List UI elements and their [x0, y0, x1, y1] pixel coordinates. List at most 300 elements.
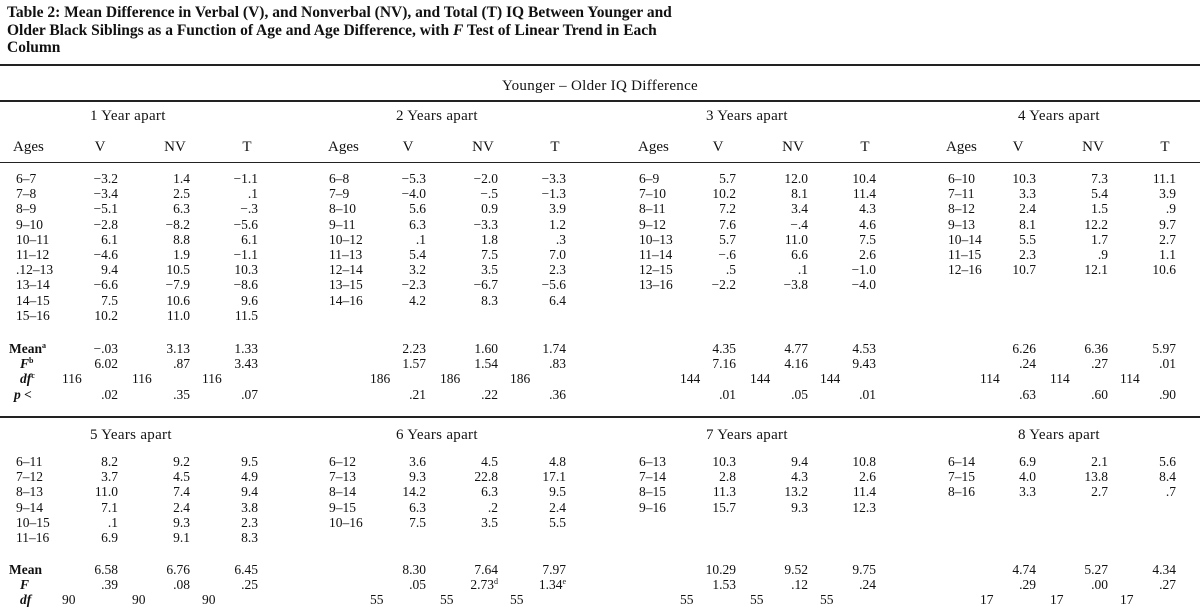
cell-v: .5	[725, 262, 736, 278]
row-ages: 6–8	[329, 171, 350, 186]
stat-value-text: 116	[132, 371, 152, 387]
cell-t: −1.0	[851, 262, 876, 278]
stat-f-value	[378, 577, 426, 592]
cell-v: 2.3	[1019, 247, 1036, 262]
cell-nv: 22.8	[474, 469, 498, 485]
cell-t: 4.6	[859, 216, 876, 232]
stat-value-text: .90	[1159, 386, 1176, 402]
cell-v: 9.4	[101, 262, 118, 278]
stat-value-text: 1.57	[402, 356, 426, 372]
cell-v: 14.2	[402, 484, 426, 500]
cell-v: 10.3	[1012, 171, 1036, 186]
cell-t: −4.0	[851, 277, 876, 293]
panel-title: 1 Year apart	[90, 108, 166, 124]
stat-value-text: 186	[510, 371, 531, 387]
stat-label-text: F	[20, 356, 30, 372]
cell-v: 11.0	[94, 484, 118, 500]
cell-nv: −3.3	[473, 216, 498, 232]
cell-v: 3.3	[1019, 186, 1036, 202]
col-header-ages: Ages	[638, 139, 669, 155]
stat-value-text: 55	[370, 592, 384, 608]
cell-t: 1.2	[549, 216, 566, 232]
cell-t: −1.1	[233, 171, 258, 186]
cell-nv: 0.9	[481, 201, 498, 217]
row-ages: 10–15	[16, 514, 50, 530]
cell-nv: 11.0	[784, 231, 808, 247]
col-header-v: V	[402, 139, 414, 155]
stat-value-text: 6.76	[166, 562, 190, 577]
cell-nv: .1	[797, 262, 808, 278]
row-ages: 12–14	[329, 262, 363, 278]
stat-value-text: 3.43	[234, 356, 258, 372]
stat-value-text: 116	[62, 371, 82, 387]
stat-value-text: 55	[750, 592, 764, 608]
cell-nv: 1.5	[1091, 201, 1108, 217]
stat-label-text: df	[20, 371, 32, 387]
cell-v: −5.1	[93, 201, 118, 217]
stat-label-p	[14, 387, 32, 402]
cell-t: .9	[1165, 201, 1176, 217]
cell-t: 6.4	[549, 292, 566, 308]
stat-mean-value	[1128, 341, 1176, 356]
cell-nv: 9.2	[173, 454, 190, 469]
stat-mean-value	[828, 562, 876, 577]
cell-t: 9.7	[1159, 216, 1176, 232]
cell-v: −2.8	[93, 216, 118, 232]
stat-mean-value	[448, 562, 498, 577]
stat-label-text: df	[20, 592, 32, 608]
stat-value-text: 7.16	[712, 356, 736, 372]
row-ages: .12–13	[16, 262, 54, 278]
stat-df-value	[1120, 371, 1140, 386]
stat-p-value	[70, 387, 118, 402]
header-rule	[0, 162, 1200, 163]
row-ages: 6–14	[948, 454, 975, 469]
cell-nv: 13.2	[784, 484, 808, 500]
cell-v: 7.5	[101, 292, 118, 308]
cell-t: .3	[555, 231, 566, 247]
row-ages: 8–15	[639, 484, 666, 500]
stat-f-value	[758, 577, 808, 592]
stat-value-text: .21	[409, 386, 426, 402]
cell-nv: 10.6	[166, 292, 190, 308]
stat-value-text: 1.33	[234, 341, 258, 356]
cell-t: 9.5	[549, 484, 566, 500]
row-ages: 10–13	[639, 231, 673, 247]
stat-label-text: Mean	[9, 562, 42, 577]
stat-value-text: 144	[820, 371, 841, 387]
cell-nv: 1.7	[1091, 231, 1108, 247]
stat-f-value	[378, 356, 426, 371]
cell-t: 2.6	[859, 469, 876, 485]
row-ages: 9–10	[16, 216, 43, 232]
row-ages: 8–12	[948, 201, 975, 217]
cell-nv: −8.2	[165, 216, 190, 232]
stat-value-text: 9.75	[852, 562, 876, 577]
stat-value-text: 17	[1120, 592, 1134, 608]
stat-value-text: 186	[440, 371, 461, 387]
cell-nv: 7.4	[173, 484, 190, 500]
stat-f-value	[1058, 577, 1108, 592]
cell-v: 15.7	[712, 499, 736, 515]
cell-t: 11.1	[1152, 171, 1176, 186]
cell-v: 8.2	[101, 454, 118, 469]
cell-t: 6.1	[241, 231, 258, 247]
panel-title: 7 Years apart	[706, 427, 788, 443]
cell-nv: −.4	[790, 216, 808, 232]
cell-nv: 3.4	[791, 201, 808, 217]
cell-nv: 7.3	[1091, 171, 1108, 186]
top-rule	[0, 64, 1200, 66]
row-ages: 9–13	[948, 216, 975, 232]
footnote-marker: e	[562, 577, 566, 587]
cell-t: −.3	[240, 201, 258, 217]
stat-value-text: .29	[1019, 577, 1036, 593]
stat-p-value	[140, 387, 190, 402]
stat-f-value	[1128, 577, 1176, 592]
caption-line-2: Older Black Siblings as a Function of Age and Age Difference, with F Test of Linear Trend in Each	[7, 21, 657, 39]
stat-df-value	[1050, 371, 1070, 386]
stat-df-value	[680, 371, 700, 386]
stat-mean-value	[140, 562, 190, 577]
col-header-ages: Ages	[946, 139, 977, 155]
stat-value-text: 6.45	[234, 562, 258, 577]
stat-value-text: 144	[750, 371, 771, 387]
stat-f-value	[70, 356, 118, 371]
row-ages: 12–15	[639, 262, 673, 278]
stat-mean-value	[988, 341, 1036, 356]
cell-t: 3.9	[549, 201, 566, 217]
cell-nv: 11.0	[166, 307, 190, 323]
cell-t: 8.3	[241, 530, 258, 545]
stat-value-text: 6.26	[1012, 341, 1036, 356]
row-ages: 7–15	[948, 469, 975, 485]
cell-t: −5.6	[233, 216, 258, 232]
stat-df-value	[980, 371, 1000, 386]
stat-mean-value	[1128, 562, 1176, 577]
cell-t: 8.4	[1159, 469, 1176, 485]
cell-v: −4.6	[93, 247, 118, 262]
stat-value-text: 55	[510, 592, 524, 608]
stat-mean-value	[688, 341, 736, 356]
col-header-v: V	[94, 139, 106, 155]
cell-v: −4.0	[401, 186, 426, 202]
stat-mean-value	[378, 341, 426, 356]
cell-t: 11.5	[234, 307, 258, 323]
cell-t: 4.3	[859, 201, 876, 217]
stat-value-text: 3.13	[166, 341, 190, 356]
cell-t: 10.3	[234, 262, 258, 278]
cell-nv: 1.4	[173, 171, 190, 186]
stat-p-value	[448, 387, 498, 402]
stat-mean-value	[758, 341, 808, 356]
stat-f-value	[518, 577, 566, 592]
cell-nv: 2.7	[1091, 484, 1108, 500]
stat-value-text: 1.74	[542, 341, 566, 356]
stat-df-value	[510, 371, 530, 386]
row-ages: 11–15	[948, 247, 982, 262]
stat-value-text: 9.52	[784, 562, 808, 577]
stat-value-text: 116	[202, 371, 222, 387]
stat-df-value	[370, 371, 390, 386]
row-ages: 7–8	[16, 186, 37, 202]
row-ages: 8–14	[329, 484, 356, 500]
stat-value-text: 55	[680, 592, 694, 608]
stat-value-text: 186	[370, 371, 391, 387]
cell-nv: .9	[1097, 247, 1108, 262]
cell-t: 2.3	[241, 514, 258, 530]
stat-value-text: .00	[1091, 577, 1108, 593]
stat-value-text: 114	[980, 371, 1000, 387]
stat-value-text: .24	[1019, 356, 1036, 372]
stat-mean-value	[988, 562, 1036, 577]
row-ages: 6–12	[329, 454, 356, 469]
row-ages: 7–13	[329, 469, 356, 485]
caption-line-1: Table 2: Mean Difference in Verbal (V), and Nonverbal (NV), and Total (T) IQ Between Younger and	[7, 4, 672, 21]
cell-v: 7.5	[409, 514, 426, 530]
stat-value-text: 4.53	[852, 341, 876, 356]
stat-value-text: .07	[241, 386, 258, 402]
stat-value-text: .83	[549, 356, 566, 372]
stat-mean-value	[518, 341, 566, 356]
stat-value-text: 5.27	[1084, 562, 1108, 577]
col-header-t: T	[242, 139, 252, 155]
stat-value-text: 90	[202, 592, 216, 608]
stat-value-text: 8.30	[402, 562, 426, 577]
stat-f-value	[140, 577, 190, 592]
cell-nv: −6.7	[473, 277, 498, 293]
stat-mean-value	[518, 562, 566, 577]
cell-v: −3.2	[93, 171, 118, 186]
cell-nv: 6.3	[173, 201, 190, 217]
cell-nv: 12.1	[1084, 262, 1108, 278]
stat-p-value	[988, 387, 1036, 402]
spanner-rule	[0, 100, 1200, 102]
row-ages: 10–16	[329, 514, 363, 530]
cell-v: 7.1	[101, 499, 118, 515]
cell-t: −8.6	[233, 277, 258, 293]
stat-value-text: .24	[859, 577, 876, 593]
cell-t: 7.0	[549, 247, 566, 262]
panel-title: 8 Years apart	[1018, 427, 1100, 443]
cell-v: 4.2	[409, 292, 426, 308]
stat-value-text: .25	[241, 577, 258, 593]
cell-v: 6.9	[101, 530, 118, 545]
cell-v: −5.3	[401, 171, 426, 186]
cell-nv: 12.2	[1084, 216, 1108, 232]
stat-value-text: 90	[62, 592, 76, 608]
cell-t: 7.5	[859, 231, 876, 247]
stat-value-text: .60	[1091, 386, 1108, 402]
row-ages: 6–7	[16, 171, 37, 186]
stat-value-text: −.03	[93, 341, 118, 356]
stat-value-text: .01	[859, 386, 876, 402]
cell-nv: −2.0	[473, 171, 498, 186]
cell-v: 3.6	[409, 454, 426, 469]
cell-v: 5.7	[719, 231, 736, 247]
stat-value-text: 17	[980, 592, 994, 608]
stat-value-text: 55	[820, 592, 834, 608]
stat-label-mean	[9, 562, 42, 577]
cell-v: 3.3	[1019, 484, 1036, 500]
footnote-marker: b	[29, 356, 34, 366]
stat-mean-value	[140, 341, 190, 356]
row-ages: 9–15	[329, 499, 356, 515]
stat-mean-value	[378, 562, 426, 577]
cell-nv: −.5	[480, 186, 498, 202]
row-ages: 7–10	[639, 186, 666, 202]
stat-value-text: 144	[680, 371, 701, 387]
cell-t: 17.1	[542, 469, 566, 485]
stat-value-text: 10.29	[705, 562, 736, 577]
cell-t: 3.8	[241, 499, 258, 515]
row-ages: 6–10	[948, 171, 975, 186]
stat-label-text: Mean	[9, 341, 42, 356]
stat-value-text: 2.73	[470, 577, 494, 593]
stat-value-text: .01	[719, 386, 736, 402]
cell-nv: 9.3	[173, 514, 190, 530]
row-ages: 7–11	[948, 186, 975, 202]
stat-p-value	[758, 387, 808, 402]
stat-value-text: 2.23	[402, 341, 426, 356]
cell-v: 10.2	[712, 186, 736, 202]
col-header-ages: Ages	[328, 139, 359, 155]
stat-mean-value	[1058, 562, 1108, 577]
cell-v: 5.6	[409, 201, 426, 217]
row-ages: 8–10	[329, 201, 356, 217]
stat-f-value	[70, 577, 118, 592]
col-header-nv: NV	[164, 139, 186, 155]
stat-f-value	[758, 356, 808, 371]
stat-value-text: 4.34	[1152, 562, 1176, 577]
stat-value-text: .02	[101, 386, 118, 402]
cell-v: −2.3	[401, 277, 426, 293]
cell-nv: 8.8	[173, 231, 190, 247]
row-ages: 6–13	[639, 454, 666, 469]
cell-v: 5.7	[719, 171, 736, 186]
cell-nv: .2	[487, 499, 498, 515]
cell-t: −1.3	[541, 186, 566, 202]
cell-nv: 2.5	[173, 186, 190, 202]
stat-f-value	[448, 356, 498, 371]
row-ages: 11–13	[329, 247, 363, 262]
row-ages: 6–9	[639, 171, 660, 186]
row-ages: 8–13	[16, 484, 43, 500]
cell-v: −.6	[718, 247, 736, 262]
cell-nv: −7.9	[165, 277, 190, 293]
stat-value-text: .01	[1159, 356, 1176, 372]
row-ages: 9–12	[639, 216, 666, 232]
stat-p-value	[828, 387, 876, 402]
row-ages: 7–14	[639, 469, 666, 485]
stat-mean-value	[70, 341, 118, 356]
cell-t: 9.4	[241, 484, 258, 500]
cell-v: −3.4	[93, 186, 118, 202]
stat-value-text: .36	[549, 386, 566, 402]
cell-nv: 10.5	[166, 262, 190, 278]
cell-t: 11.4	[852, 484, 876, 500]
cell-v: 5.5	[1019, 231, 1036, 247]
stat-mean-value	[828, 341, 876, 356]
stat-f-value	[988, 356, 1036, 371]
stat-value-text: 6.36	[1084, 341, 1108, 356]
stat-label-df	[20, 371, 35, 386]
stat-label-mean	[9, 341, 46, 356]
stat-df-value	[750, 371, 770, 386]
cell-v: 2.8	[719, 469, 736, 485]
cell-v: 10.2	[94, 307, 118, 323]
cell-v: .1	[107, 514, 118, 530]
stat-value-text: .12	[791, 577, 808, 593]
stat-value-text: .05	[409, 577, 426, 593]
row-ages: 11–16	[16, 530, 50, 545]
stat-label-f	[20, 356, 33, 371]
stat-mean-value	[210, 341, 258, 356]
stat-df-value	[202, 371, 222, 386]
stat-f-value	[688, 356, 736, 371]
stat-value-text: .35	[173, 386, 190, 402]
cell-nv: 8.3	[481, 292, 498, 308]
cell-v: 7.2	[719, 201, 736, 217]
cell-v: 3.2	[409, 262, 426, 278]
stat-mean-value	[1058, 341, 1108, 356]
stat-p-value	[1128, 387, 1176, 402]
stat-value-text: 9.43	[852, 356, 876, 372]
cell-v: 5.4	[409, 247, 426, 262]
cell-t: 4.8	[549, 454, 566, 469]
row-ages: 10–14	[948, 231, 982, 247]
stat-value-text: 4.35	[712, 341, 736, 356]
cell-nv: 9.1	[173, 530, 190, 545]
stat-value-text: 4.16	[784, 356, 808, 372]
stat-p-value	[518, 387, 566, 402]
stat-f-value	[448, 577, 498, 592]
cell-t: 4.9	[241, 469, 258, 485]
stat-p-value	[210, 387, 258, 402]
row-ages: 10–12	[329, 231, 363, 247]
cell-v: 7.6	[719, 216, 736, 232]
stat-value-text: 1.54	[474, 356, 498, 372]
stat-f-value	[1128, 356, 1176, 371]
row-ages: 13–14	[16, 277, 50, 293]
spanner-heading: Younger – Older IQ Difference	[501, 78, 698, 94]
stat-p-value	[378, 387, 426, 402]
stat-value-text: 1.34	[538, 577, 563, 593]
stat-value-text: 4.77	[784, 341, 808, 356]
cell-t: 10.8	[852, 454, 876, 469]
col-header-t: T	[860, 139, 870, 155]
stat-value-text: .22	[481, 386, 498, 402]
stat-f-value	[518, 356, 566, 371]
cell-v: .1	[415, 231, 426, 247]
col-header-nv: NV	[1082, 139, 1104, 155]
cell-t: 10.6	[1152, 262, 1176, 278]
stat-label-f	[20, 577, 29, 592]
cell-t: 2.6	[859, 247, 876, 262]
cell-t: 9.6	[241, 292, 258, 308]
cell-nv: 6.6	[791, 247, 808, 262]
cell-t: −1.1	[233, 247, 258, 262]
stat-value-text: .87	[173, 356, 190, 372]
cell-t: 3.9	[1159, 186, 1176, 202]
col-header-t: T	[1160, 139, 1170, 155]
stat-value-text: .39	[101, 577, 118, 593]
cell-nv: −3.8	[783, 277, 808, 293]
row-ages: 9–11	[329, 216, 356, 232]
row-ages: 9–16	[639, 499, 666, 515]
stat-value-text: 7.64	[474, 562, 498, 577]
stat-f-value	[1058, 356, 1108, 371]
